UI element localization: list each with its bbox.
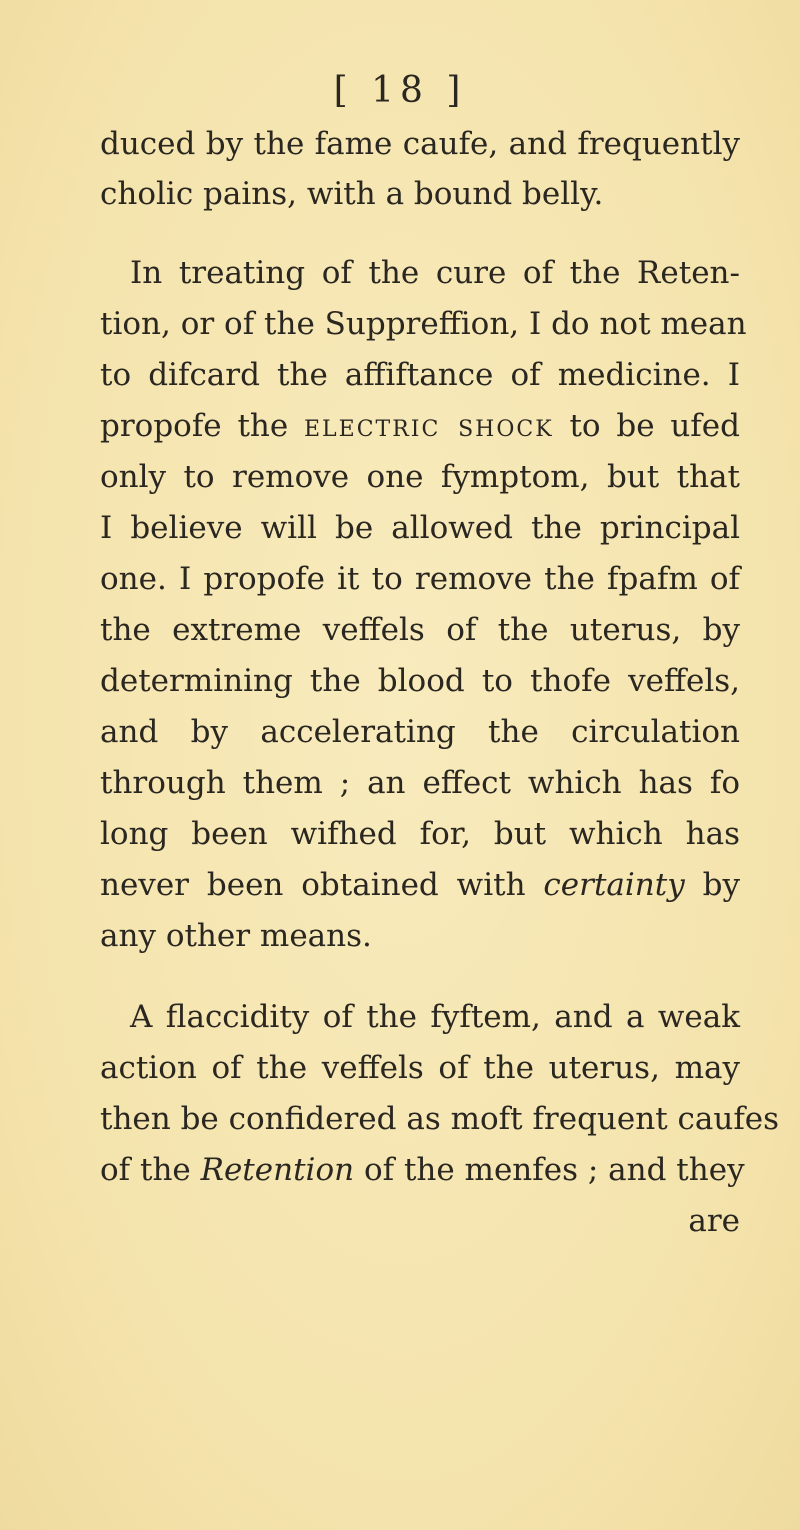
italic-word: certainty — [543, 867, 685, 903]
text-run: of the menfes ; and they — [354, 1152, 745, 1188]
text-line: duced by the fame caufe, and frequently — [100, 126, 740, 162]
text-line-with-small-caps — [100, 408, 740, 444]
text-run: of the — [100, 1152, 201, 1188]
italic-word: Retention — [200, 1152, 355, 1188]
text-line: determining the blood to thofe veffels, — [100, 663, 740, 699]
text-line: tion, or of the Suppreffion, I do not mean — [100, 306, 747, 342]
text-line: any other means. — [100, 918, 372, 954]
text-run: by — [684, 867, 740, 903]
text-line-with-italic — [100, 1152, 745, 1188]
text-line: through them ; an effect which has fo — [100, 765, 740, 801]
text-run: to be ufed — [553, 408, 740, 444]
text-run: never been obtained with — [100, 867, 544, 903]
text-line: action of the veffels of the uterus, may — [100, 1050, 740, 1086]
text-line: one. I propofe it to remove the fpafm of — [100, 561, 740, 597]
small-caps-phrase: electric shock — [304, 408, 554, 444]
text-line: I believe will be allowed the principal — [100, 510, 740, 546]
text-line: then be confidered as moft frequent caufes — [100, 1101, 780, 1137]
catchword: are — [688, 1203, 740, 1239]
text-line: only to remove one fymptom, but that — [100, 459, 740, 495]
text-line: to difcard the affiftance of medicine. I — [100, 357, 740, 393]
text-line-with-italic — [100, 867, 740, 903]
paragraph-start-line: A flaccidity of the fyftem, and a weak — [130, 999, 740, 1035]
text-line: the extreme veffels of the uterus, by — [100, 612, 740, 648]
text-line: and by accelerating the circulation — [100, 714, 740, 750]
paragraph-start-line: In treating of the cure of the Reten- — [130, 255, 740, 291]
text-line: long been wifhed for, but which has — [100, 816, 740, 852]
text-run: propofe the — [100, 408, 304, 444]
page-number-header: [ 18 ] — [333, 70, 467, 111]
text-line: cholic pains, with a bound belly. — [100, 176, 604, 212]
